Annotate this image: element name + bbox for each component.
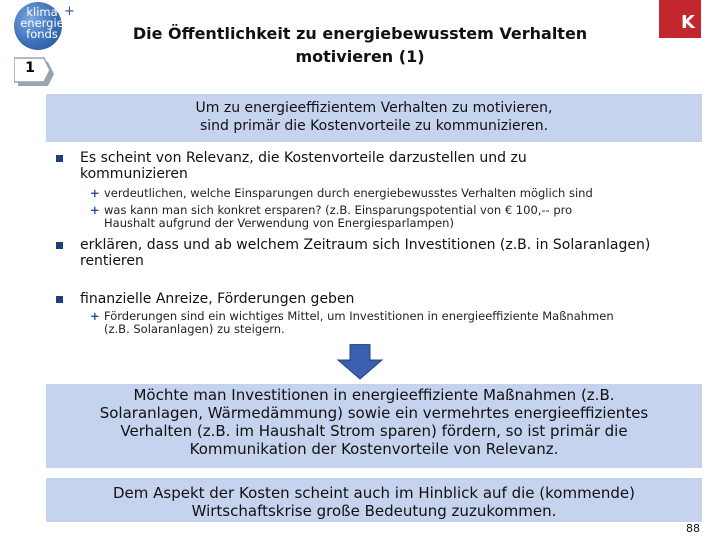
- closing-box: [46, 478, 702, 522]
- logo-text-line2: energie: [20, 16, 64, 30]
- sub-bullet-text-line1: was kann man sich konkret ersparen? (z.B. Einsparungspotential von € 100,-- pro: [104, 203, 573, 217]
- sub-bullet-item: [90, 204, 690, 232]
- sub-bullet-text-line2: Haushalt aufgrund der Verwendung von Energiesparlampen): [104, 216, 454, 230]
- bullet-text-line2: rentieren: [80, 253, 144, 269]
- bullet-item-kostenvorteile: [56, 150, 696, 184]
- sub-bullet-text: verdeutlichen, welche Einsparungen durch energiebewusstes Verhalten möglich sind: [104, 186, 593, 200]
- logo-text-line1: klima: [26, 5, 58, 19]
- bullet-text-line2: kommunizieren: [80, 166, 188, 182]
- down-arrow-icon: [336, 344, 384, 380]
- intro-line2: sind primär die Kostenvorteile zu kommunizieren.: [199, 118, 549, 134]
- sub-bullet-item: [90, 310, 690, 338]
- intro-box: [46, 94, 702, 142]
- bullet-item-anreize: [56, 291, 696, 309]
- corner-brand-logo: K: [659, 0, 701, 38]
- page-title-line1: Die Öffentlichkeit zu energiebewusstem Verhalten: [132, 24, 588, 43]
- closing-line1: Dem Aspekt der Kosten scheint auch im Hinblick auf die (kommende): [112, 484, 636, 502]
- conclusion-line1: Möchte man Investitionen in energieeffiziente Maßnahmen (z.B.: [133, 386, 615, 404]
- section-number: 1: [25, 60, 35, 76]
- sub-bullet-text-line1: Förderungen sind ein wichtiges Mittel, um Investitionen in energieeffiziente Maßnahmen: [104, 309, 614, 323]
- section-number-badge: [14, 56, 52, 86]
- page-title-line2: motivieren (1): [295, 47, 425, 66]
- conclusion-line3: Verhalten (z.B. im Haushalt Strom sparen) fördern, so ist primär die: [120, 422, 628, 440]
- plus-bullet-icon: +: [90, 186, 100, 200]
- bullet-square-icon: [56, 242, 63, 249]
- bullet-square-icon: [56, 296, 63, 303]
- logo-plus-icon: +: [64, 4, 75, 19]
- slide-number: 88: [686, 522, 700, 535]
- bullet-text-line1: Es scheint von Relevanz, die Kostenvorteile darzustellen und zu: [80, 150, 527, 166]
- bullet-item-investitionen: [56, 237, 696, 271]
- page-title: [100, 22, 620, 68]
- intro-line1: Um zu energieeffizientem Verhalten zu motivieren,: [195, 100, 553, 116]
- conclusion-line4: Kommunikation der Kostenvorteile von Relevanz.: [189, 440, 559, 458]
- plus-bullet-icon: +: [90, 309, 100, 323]
- sub-bullet-text-line2: (z.B. Solaranlagen) zu steigern.: [104, 322, 285, 336]
- conclusion-box: [46, 384, 702, 468]
- bullet-text-line1: erklären, dass und ab welchem Zeitraum sich Investitionen (z.B. in Solaranlagen): [80, 237, 651, 253]
- bullet-square-icon: [56, 155, 63, 162]
- logo-text-line3: fonds: [26, 27, 58, 41]
- sub-bullet-item: [90, 187, 690, 201]
- bullet-text: finanzielle Anreize, Förderungen geben: [80, 291, 355, 307]
- plus-bullet-icon: +: [90, 203, 100, 217]
- closing-line2: Wirtschaftskrise große Bedeutung zuzukommen.: [191, 502, 557, 520]
- klimafonds-logo: [8, 2, 74, 52]
- conclusion-line2: Solaranlagen, Wärmedämmung) sowie ein vermehrtes energieeffizientes: [99, 404, 649, 422]
